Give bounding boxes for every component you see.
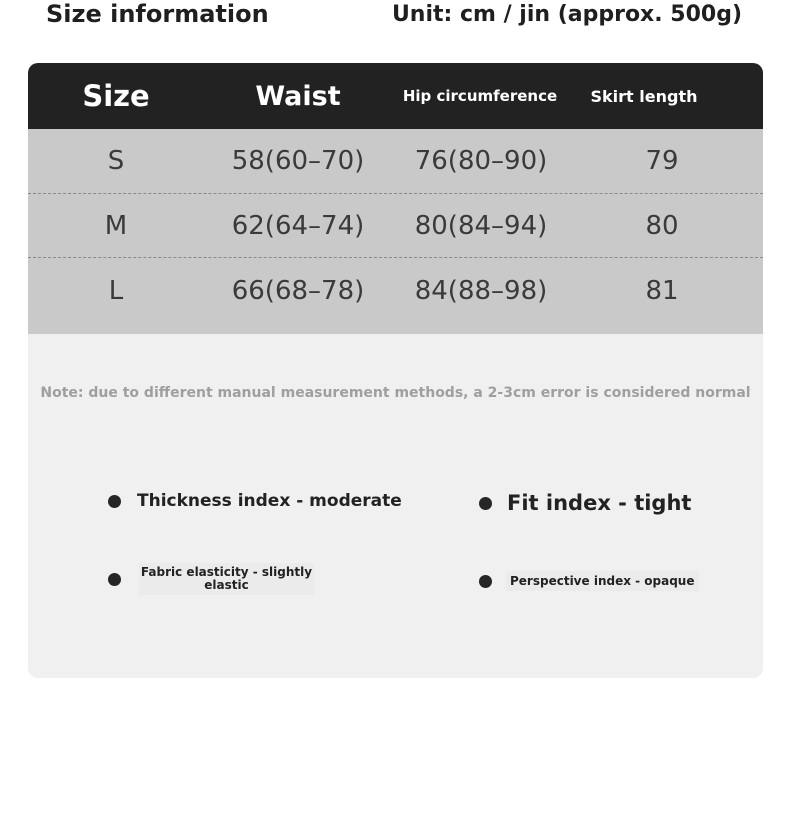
bullet-dot-icon [479,497,492,510]
bullet-dot-icon [479,575,492,588]
cell-waist: 62(64–74) [231,211,365,241]
index-item-thickness [108,491,402,511]
cell-hip: 84(88–98) [414,275,548,306]
table-row [28,257,763,335]
header-waist: Waist [255,80,341,112]
bullet-dot-icon [108,573,121,586]
index-item-elasticity [108,563,314,595]
table-row [28,193,763,258]
cell-waist: 66(68–78) [231,275,365,306]
table-row [28,129,763,193]
cell-size: M [104,211,128,241]
cell-size: S [107,146,125,176]
cell-hip: 80(84–94) [414,211,548,241]
cell-skirt-length: 79 [645,146,679,176]
index-label: Perspective index - opaque [506,571,699,591]
header-hip: Hip circumference [402,87,558,105]
cell-waist: 58(60–70) [231,146,365,176]
bullet-dot-icon [108,495,121,508]
cell-skirt-length: 80 [645,211,679,241]
size-card [28,63,763,678]
cell-hip: 76(80–90) [414,146,548,176]
index-label: Fabric elasticity - slightly elastic [139,563,314,595]
table-header [28,63,763,129]
table-body [28,129,763,334]
index-label: Thickness index - moderate [137,491,402,511]
index-label: Fit index - tight [507,491,692,515]
index-item-perspective [479,571,699,591]
header-size: Size [82,79,150,113]
cell-size: L [108,275,124,306]
index-item-fit [479,491,691,515]
unit-label: Unit: cm / jin (approx. 500g) [391,2,742,27]
page-title: Size information [46,0,269,28]
cell-skirt-length: 81 [645,275,679,306]
measurement-note: Note: due to different manual measurement methods, a 2-3cm error is considered normal [40,385,751,401]
header-skirt-length: Skirt length [590,86,698,106]
